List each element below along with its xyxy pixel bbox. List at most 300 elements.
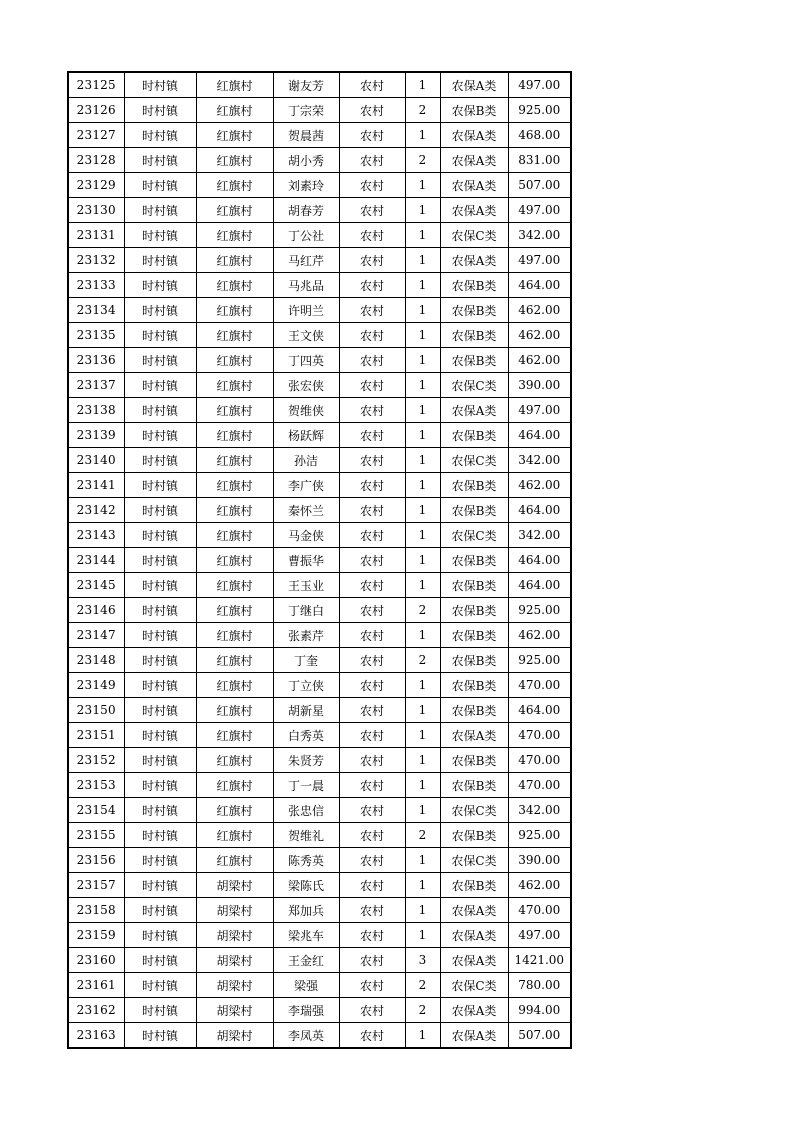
- cell-row-id: 23156: [68, 848, 124, 873]
- cell-count: 1: [405, 248, 440, 273]
- cell-household-type: 农村: [339, 148, 405, 173]
- cell-row-id: 23138: [68, 398, 124, 423]
- cell-count: 1: [405, 623, 440, 648]
- cell-person-name: 丁奎: [273, 648, 339, 673]
- cell-row-id: 23132: [68, 248, 124, 273]
- cell-village: 胡梁村: [196, 1023, 273, 1049]
- cell-row-id: 23153: [68, 773, 124, 798]
- cell-count: 1: [405, 223, 440, 248]
- table-row: [68, 923, 571, 948]
- table-row: [68, 423, 571, 448]
- cell-count: 1: [405, 498, 440, 523]
- table-row: [68, 723, 571, 748]
- table-row: [68, 573, 571, 598]
- cell-town: 时村镇: [124, 523, 196, 548]
- cell-town: 时村镇: [124, 223, 196, 248]
- cell-village: 红旗村: [196, 848, 273, 873]
- cell-person-name: 许明兰: [273, 298, 339, 323]
- cell-insurance-class: 农保A类: [440, 898, 508, 923]
- cell-amount: 464.00: [508, 273, 571, 298]
- cell-count: 1: [405, 873, 440, 898]
- cell-person-name: 丁立侠: [273, 673, 339, 698]
- cell-row-id: 23163: [68, 1023, 124, 1049]
- cell-town: 时村镇: [124, 373, 196, 398]
- cell-insurance-class: 农保B类: [440, 348, 508, 373]
- cell-insurance-class: 农保B类: [440, 698, 508, 723]
- table-row: [68, 348, 571, 373]
- cell-town: 时村镇: [124, 698, 196, 723]
- table-row: [68, 123, 571, 148]
- cell-insurance-class: 农保A类: [440, 173, 508, 198]
- cell-person-name: 郑加兵: [273, 898, 339, 923]
- cell-insurance-class: 农保A类: [440, 923, 508, 948]
- table-row: [68, 698, 571, 723]
- cell-insurance-class: 农保A类: [440, 123, 508, 148]
- cell-insurance-class: 农保B类: [440, 98, 508, 123]
- cell-person-name: 丁宗荣: [273, 98, 339, 123]
- cell-row-id: 23127: [68, 123, 124, 148]
- cell-person-name: 李瑞强: [273, 998, 339, 1023]
- cell-row-id: 23146: [68, 598, 124, 623]
- cell-row-id: 23151: [68, 723, 124, 748]
- cell-household-type: 农村: [339, 323, 405, 348]
- cell-amount: 464.00: [508, 548, 571, 573]
- cell-household-type: 农村: [339, 373, 405, 398]
- cell-town: 时村镇: [124, 98, 196, 123]
- cell-amount: 462.00: [508, 473, 571, 498]
- cell-person-name: 马兆品: [273, 273, 339, 298]
- cell-count: 1: [405, 473, 440, 498]
- cell-village: 胡梁村: [196, 923, 273, 948]
- cell-person-name: 张忠信: [273, 798, 339, 823]
- cell-household-type: 农村: [339, 623, 405, 648]
- cell-count: 2: [405, 98, 440, 123]
- cell-amount: 342.00: [508, 523, 571, 548]
- cell-insurance-class: 农保A类: [440, 948, 508, 973]
- cell-row-id: 23142: [68, 498, 124, 523]
- cell-count: 1: [405, 548, 440, 573]
- cell-person-name: 马金侠: [273, 523, 339, 548]
- cell-row-id: 23145: [68, 573, 124, 598]
- cell-count: 1: [405, 448, 440, 473]
- cell-person-name: 胡小秀: [273, 148, 339, 173]
- cell-row-id: 23140: [68, 448, 124, 473]
- table-row: [68, 823, 571, 848]
- table-row: [68, 623, 571, 648]
- cell-count: 1: [405, 323, 440, 348]
- cell-household-type: 农村: [339, 98, 405, 123]
- cell-town: 时村镇: [124, 873, 196, 898]
- cell-insurance-class: 农保C类: [440, 373, 508, 398]
- cell-town: 时村镇: [124, 1023, 196, 1049]
- cell-amount: 925.00: [508, 598, 571, 623]
- cell-person-name: 秦怀兰: [273, 498, 339, 523]
- cell-row-id: 23162: [68, 998, 124, 1023]
- cell-household-type: 农村: [339, 298, 405, 323]
- cell-insurance-class: 农保A类: [440, 1023, 508, 1049]
- cell-person-name: 贺维侠: [273, 398, 339, 423]
- cell-amount: 497.00: [508, 248, 571, 273]
- cell-count: 1: [405, 198, 440, 223]
- cell-insurance-class: 农保B类: [440, 423, 508, 448]
- cell-person-name: 贺维礼: [273, 823, 339, 848]
- cell-household-type: 农村: [339, 348, 405, 373]
- cell-row-id: 23139: [68, 423, 124, 448]
- cell-town: 时村镇: [124, 473, 196, 498]
- cell-count: 1: [405, 523, 440, 548]
- cell-count: 2: [405, 648, 440, 673]
- cell-count: 1: [405, 423, 440, 448]
- cell-household-type: 农村: [339, 473, 405, 498]
- cell-amount: 507.00: [508, 173, 571, 198]
- cell-amount: 470.00: [508, 898, 571, 923]
- cell-row-id: 23160: [68, 948, 124, 973]
- cell-town: 时村镇: [124, 598, 196, 623]
- cell-count: 1: [405, 898, 440, 923]
- cell-row-id: 23134: [68, 298, 124, 323]
- cell-row-id: 23126: [68, 98, 124, 123]
- table-row: [68, 748, 571, 773]
- table-row: [68, 473, 571, 498]
- cell-town: 时村镇: [124, 848, 196, 873]
- cell-row-id: 23150: [68, 698, 124, 723]
- table-row: [68, 323, 571, 348]
- cell-amount: 462.00: [508, 873, 571, 898]
- cell-town: 时村镇: [124, 648, 196, 673]
- cell-amount: 1421.00: [508, 948, 571, 973]
- cell-amount: 462.00: [508, 323, 571, 348]
- cell-village: 胡梁村: [196, 898, 273, 923]
- cell-household-type: 农村: [339, 273, 405, 298]
- table-row: [68, 72, 571, 98]
- cell-village: 红旗村: [196, 173, 273, 198]
- table-row: [68, 948, 571, 973]
- cell-count: 1: [405, 573, 440, 598]
- cell-village: 红旗村: [196, 748, 273, 773]
- cell-count: 1: [405, 848, 440, 873]
- cell-row-id: 23137: [68, 373, 124, 398]
- cell-person-name: 胡新星: [273, 698, 339, 723]
- cell-insurance-class: 农保B类: [440, 598, 508, 623]
- cell-village: 红旗村: [196, 573, 273, 598]
- cell-amount: 464.00: [508, 573, 571, 598]
- cell-insurance-class: 农保A类: [440, 723, 508, 748]
- cell-person-name: 马红芹: [273, 248, 339, 273]
- cell-count: 1: [405, 72, 440, 98]
- cell-count: 1: [405, 398, 440, 423]
- cell-amount: 342.00: [508, 448, 571, 473]
- cell-town: 时村镇: [124, 423, 196, 448]
- cell-person-name: 李广侠: [273, 473, 339, 498]
- cell-count: 1: [405, 923, 440, 948]
- cell-insurance-class: 农保A类: [440, 398, 508, 423]
- cell-village: 红旗村: [196, 273, 273, 298]
- table-row: [68, 798, 571, 823]
- cell-village: 红旗村: [196, 423, 273, 448]
- cell-person-name: 孙洁: [273, 448, 339, 473]
- cell-person-name: 丁四英: [273, 348, 339, 373]
- cell-town: 时村镇: [124, 773, 196, 798]
- cell-village: 红旗村: [196, 773, 273, 798]
- cell-amount: 507.00: [508, 1023, 571, 1049]
- cell-amount: 462.00: [508, 623, 571, 648]
- cell-household-type: 农村: [339, 123, 405, 148]
- cell-row-id: 23152: [68, 748, 124, 773]
- cell-insurance-class: 农保A类: [440, 248, 508, 273]
- table-row: [68, 848, 571, 873]
- cell-village: 红旗村: [196, 548, 273, 573]
- cell-person-name: 陈秀英: [273, 848, 339, 873]
- cell-insurance-class: 农保B类: [440, 298, 508, 323]
- cell-town: 时村镇: [124, 998, 196, 1023]
- cell-person-name: 刘素玲: [273, 173, 339, 198]
- cell-town: 时村镇: [124, 72, 196, 98]
- cell-household-type: 农村: [339, 723, 405, 748]
- cell-town: 时村镇: [124, 348, 196, 373]
- cell-town: 时村镇: [124, 323, 196, 348]
- cell-town: 时村镇: [124, 948, 196, 973]
- cell-person-name: 张素芹: [273, 623, 339, 648]
- cell-town: 时村镇: [124, 548, 196, 573]
- cell-count: 1: [405, 748, 440, 773]
- cell-household-type: 农村: [339, 848, 405, 873]
- cell-person-name: 王金红: [273, 948, 339, 973]
- cell-household-type: 农村: [339, 798, 405, 823]
- cell-town: 时村镇: [124, 298, 196, 323]
- cell-amount: 831.00: [508, 148, 571, 173]
- cell-town: 时村镇: [124, 448, 196, 473]
- cell-insurance-class: 农保B类: [440, 823, 508, 848]
- cell-insurance-class: 农保B类: [440, 773, 508, 798]
- cell-count: 1: [405, 1023, 440, 1049]
- cell-household-type: 农村: [339, 173, 405, 198]
- cell-insurance-class: 农保B类: [440, 648, 508, 673]
- table-row: [68, 223, 571, 248]
- cell-village: 红旗村: [196, 473, 273, 498]
- cell-insurance-class: 农保B类: [440, 748, 508, 773]
- cell-town: 时村镇: [124, 173, 196, 198]
- cell-town: 时村镇: [124, 723, 196, 748]
- cell-row-id: 23148: [68, 648, 124, 673]
- table-row: [68, 398, 571, 423]
- cell-insurance-class: 农保C类: [440, 798, 508, 823]
- table-row: [68, 648, 571, 673]
- cell-village: 胡梁村: [196, 998, 273, 1023]
- cell-insurance-class: 农保C类: [440, 523, 508, 548]
- table-row: [68, 598, 571, 623]
- cell-row-id: 23135: [68, 323, 124, 348]
- cell-amount: 497.00: [508, 398, 571, 423]
- table-row: [68, 1023, 571, 1049]
- cell-insurance-class: 农保C类: [440, 848, 508, 873]
- cell-town: 时村镇: [124, 248, 196, 273]
- cell-amount: 994.00: [508, 998, 571, 1023]
- cell-amount: 470.00: [508, 673, 571, 698]
- cell-household-type: 农村: [339, 673, 405, 698]
- cell-village: 红旗村: [196, 448, 273, 473]
- cell-count: 2: [405, 998, 440, 1023]
- cell-row-id: 23161: [68, 973, 124, 998]
- cell-town: 时村镇: [124, 748, 196, 773]
- cell-village: 红旗村: [196, 498, 273, 523]
- cell-village: 红旗村: [196, 698, 273, 723]
- cell-household-type: 农村: [339, 948, 405, 973]
- cell-person-name: 朱贤芳: [273, 748, 339, 773]
- cell-amount: 497.00: [508, 198, 571, 223]
- cell-person-name: 梁强: [273, 973, 339, 998]
- cell-person-name: 梁陈氏: [273, 873, 339, 898]
- cell-row-id: 23136: [68, 348, 124, 373]
- cell-amount: 342.00: [508, 223, 571, 248]
- cell-amount: 462.00: [508, 298, 571, 323]
- cell-town: 时村镇: [124, 623, 196, 648]
- cell-town: 时村镇: [124, 148, 196, 173]
- cell-count: 3: [405, 948, 440, 973]
- cell-insurance-class: 农保A类: [440, 198, 508, 223]
- cell-amount: 468.00: [508, 123, 571, 148]
- cell-town: 时村镇: [124, 198, 196, 223]
- cell-row-id: 23154: [68, 798, 124, 823]
- cell-village: 红旗村: [196, 523, 273, 548]
- cell-person-name: 王玉业: [273, 573, 339, 598]
- cell-village: 胡梁村: [196, 873, 273, 898]
- table-row: [68, 98, 571, 123]
- cell-row-id: 23133: [68, 273, 124, 298]
- cell-row-id: 23141: [68, 473, 124, 498]
- cell-count: 2: [405, 823, 440, 848]
- cell-insurance-class: 农保C类: [440, 448, 508, 473]
- cell-town: 时村镇: [124, 398, 196, 423]
- cell-town: 时村镇: [124, 898, 196, 923]
- cell-amount: 470.00: [508, 723, 571, 748]
- cell-person-name: 谢友芳: [273, 72, 339, 98]
- cell-row-id: 23125: [68, 72, 124, 98]
- cell-village: 红旗村: [196, 673, 273, 698]
- table-row: [68, 148, 571, 173]
- table-row: [68, 273, 571, 298]
- table-row: [68, 298, 571, 323]
- table-row: [68, 998, 571, 1023]
- cell-village: 红旗村: [196, 398, 273, 423]
- cell-insurance-class: 农保C类: [440, 973, 508, 998]
- cell-person-name: 曹振华: [273, 548, 339, 573]
- cell-town: 时村镇: [124, 573, 196, 598]
- cell-count: 1: [405, 698, 440, 723]
- cell-household-type: 农村: [339, 573, 405, 598]
- cell-household-type: 农村: [339, 748, 405, 773]
- cell-village: 红旗村: [196, 373, 273, 398]
- cell-household-type: 农村: [339, 823, 405, 848]
- cell-town: 时村镇: [124, 973, 196, 998]
- cell-household-type: 农村: [339, 598, 405, 623]
- cell-insurance-class: 农保A类: [440, 998, 508, 1023]
- cell-town: 时村镇: [124, 123, 196, 148]
- cell-insurance-class: 农保B类: [440, 273, 508, 298]
- cell-person-name: 白秀英: [273, 723, 339, 748]
- cell-insurance-class: 农保A类: [440, 72, 508, 98]
- table-row: [68, 248, 571, 273]
- table-row: [68, 548, 571, 573]
- cell-amount: 462.00: [508, 348, 571, 373]
- cell-amount: 925.00: [508, 648, 571, 673]
- cell-village: 红旗村: [196, 823, 273, 848]
- cell-village: 红旗村: [196, 98, 273, 123]
- table-row: [68, 448, 571, 473]
- cell-row-id: 23143: [68, 523, 124, 548]
- cell-village: 红旗村: [196, 348, 273, 373]
- cell-insurance-class: 农保B类: [440, 673, 508, 698]
- cell-village: 胡梁村: [196, 948, 273, 973]
- cell-household-type: 农村: [339, 423, 405, 448]
- cell-village: 红旗村: [196, 598, 273, 623]
- cell-village: 红旗村: [196, 623, 273, 648]
- cell-count: 1: [405, 348, 440, 373]
- cell-village: 红旗村: [196, 723, 273, 748]
- cell-village: 胡梁村: [196, 973, 273, 998]
- cell-town: 时村镇: [124, 923, 196, 948]
- cell-row-id: 23144: [68, 548, 124, 573]
- cell-count: 1: [405, 373, 440, 398]
- cell-household-type: 农村: [339, 898, 405, 923]
- cell-row-id: 23149: [68, 673, 124, 698]
- cell-amount: 470.00: [508, 773, 571, 798]
- cell-person-name: 丁继白: [273, 598, 339, 623]
- cell-person-name: 丁公社: [273, 223, 339, 248]
- cell-row-id: 23130: [68, 198, 124, 223]
- table-row: [68, 973, 571, 998]
- cell-household-type: 农村: [339, 973, 405, 998]
- cell-household-type: 农村: [339, 223, 405, 248]
- cell-count: 1: [405, 773, 440, 798]
- cell-village: 红旗村: [196, 648, 273, 673]
- cell-amount: 342.00: [508, 798, 571, 823]
- cell-village: 红旗村: [196, 298, 273, 323]
- cell-row-id: 23128: [68, 148, 124, 173]
- cell-household-type: 农村: [339, 448, 405, 473]
- cell-amount: 925.00: [508, 823, 571, 848]
- cell-town: 时村镇: [124, 798, 196, 823]
- cell-person-name: 梁兆车: [273, 923, 339, 948]
- table-row: [68, 173, 571, 198]
- cell-row-id: 23147: [68, 623, 124, 648]
- cell-household-type: 农村: [339, 1023, 405, 1049]
- cell-household-type: 农村: [339, 648, 405, 673]
- cell-insurance-class: 农保B类: [440, 473, 508, 498]
- cell-count: 2: [405, 598, 440, 623]
- cell-town: 时村镇: [124, 498, 196, 523]
- cell-village: 红旗村: [196, 198, 273, 223]
- cell-row-id: 23155: [68, 823, 124, 848]
- cell-count: 1: [405, 723, 440, 748]
- cell-household-type: 农村: [339, 72, 405, 98]
- table-row: [68, 198, 571, 223]
- cell-amount: 390.00: [508, 373, 571, 398]
- cell-row-id: 23129: [68, 173, 124, 198]
- cell-insurance-class: 农保B类: [440, 548, 508, 573]
- cell-household-type: 农村: [339, 923, 405, 948]
- cell-amount: 464.00: [508, 423, 571, 448]
- cell-village: 红旗村: [196, 72, 273, 98]
- table-row: [68, 773, 571, 798]
- cell-amount: 925.00: [508, 98, 571, 123]
- cell-count: 1: [405, 298, 440, 323]
- table-row: [68, 523, 571, 548]
- cell-person-name: 丁一晨: [273, 773, 339, 798]
- cell-count: 2: [405, 973, 440, 998]
- cell-town: 时村镇: [124, 273, 196, 298]
- cell-person-name: 杨跃辉: [273, 423, 339, 448]
- table-row: [68, 673, 571, 698]
